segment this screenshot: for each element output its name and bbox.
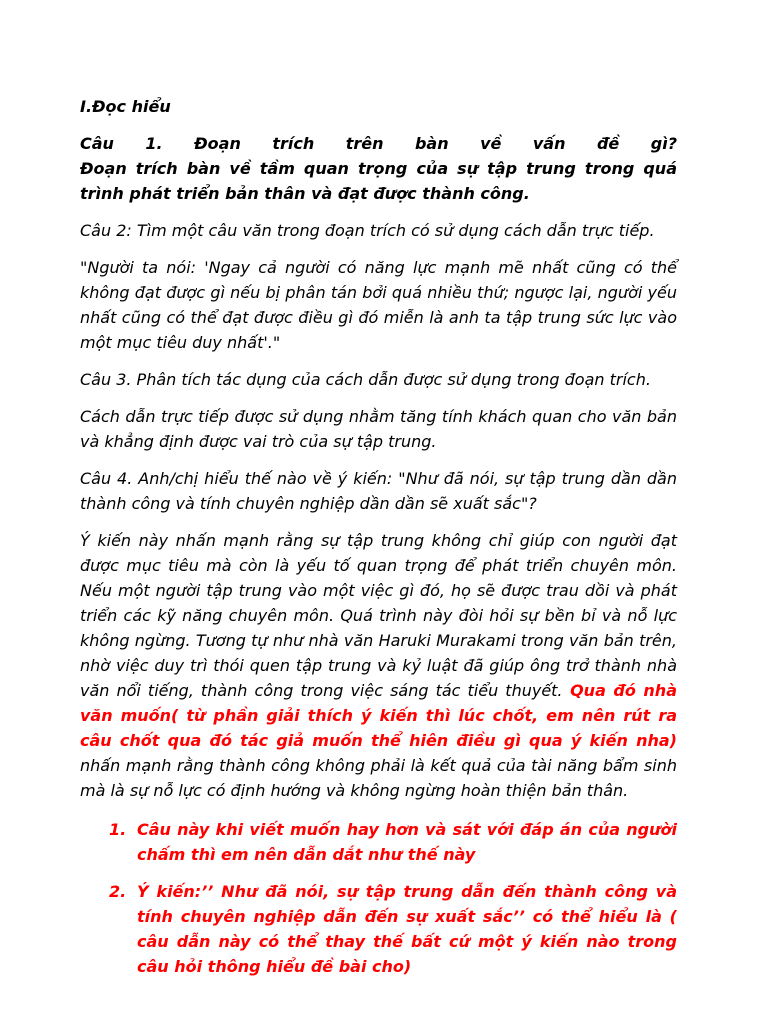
question-2-answer: "Người ta nói: 'Ngay cả người có năng lực mạnh mẽ nhất cũng có thể không đạt được gì nếu bị phân tán bởi quá nhiều thứ; ngược lại, người yếu nhất cũng có thể đạt được điều gì đó miễn là anh ta tập trung sức lực vào một mục tiêu duy nhất'." — [80, 258, 677, 352]
question-4-text: Câu 4. Anh/chị hiểu thế nào về ý kiến: "Như đã nói, sự tập trung dần dần thành công và tính chuyên nghiệp dần dần sẽ xuất sắc"? — [80, 469, 677, 513]
section-title: I.Đọc hiểu — [80, 97, 171, 116]
teacher-notes-list — [80, 817, 677, 979]
question-3-text: Câu 3. Phân tích tác dụng của cách dẫn được sử dụng trong đoạn trích. — [80, 370, 651, 389]
q1-word: 1. — [145, 134, 163, 153]
q1-word: trích — [272, 134, 315, 153]
q1-word: gì? — [650, 134, 677, 153]
q1-word: bàn — [414, 134, 449, 153]
document-page — [80, 94, 677, 991]
q1-word: Câu — [80, 134, 114, 153]
q1-word: trên — [345, 134, 384, 153]
q1-word: Đoạn — [194, 134, 241, 153]
teacher-comment: Qua đó nhà văn muốn( từ phần giải thích ý kiến thì lúc chốt, em nên rút ra câu chốt qua đó tác giả muốn thể hiên điều gì qua ý kiến nha) — [80, 681, 677, 750]
q1-word: vấn — [532, 134, 566, 153]
question-1-answer: Đoạn trích bàn về tầm quan trọng của sự tập trung trong quá trình phát triển bản thân và đạt được thành công. — [80, 159, 677, 203]
list-item — [80, 817, 677, 867]
question-1-text — [80, 131, 677, 156]
question-3-answer: Cách dẫn trực tiếp được sử dụng nhằm tăng tính khách quan cho văn bản và khẳng định được vai trò của sự tập trung. — [80, 407, 677, 451]
q1-word: về — [480, 134, 502, 153]
answer-text-continued: nhấn mạnh rằng thành công không phải là kết quả của tài năng bẩm sinh mà là sự nỗ lực có định hướng và không ngừng hoàn thiện bản thân. — [80, 756, 677, 800]
q1-word: đề — [596, 134, 620, 153]
question-2-text: Câu 2: Tìm một câu văn trong đoạn trích có sử dụng cách dẫn trực tiếp. — [80, 221, 655, 240]
answer-text: Ý kiến này nhấn mạnh rằng sự tập trung không chỉ giúp con người đạt được mục tiêu mà còn là yếu tố quan trọng để phát triển chuyên môn. Nếu một người tập trung vào một việc gì đó, họ sẽ được trau dồi và phát triển các kỹ năng chuyên môn. Quá trình này đòi hỏi sự bền bỉ và nỗ lực không ngừng. Tương tự như nhà văn Haruki Murakami trong văn bản trên, nhờ việc duy trì thói quen tập trung và kỷ luật đã giúp ông trở thành nhà văn nổi tiếng, thành công trong việc sáng tác tiểu thuyết. — [80, 531, 677, 700]
list-number: 2. — [109, 882, 127, 901]
list-number: 1. — [109, 820, 127, 839]
question-1 — [80, 131, 677, 206]
list-item-text: Ý kiến:’’ Như đã nói, sự tập trung dẫn đến thành công và tính chuyên nghiệp dẫn đến sự xuất sắc’’ có thể hiểu là ( câu dẫn này có thể thay thế bất cứ một ý kiến nào trong câu hỏi thông hiểu đề bài cho) — [137, 882, 677, 976]
list-item-text: Câu này khi viết muốn hay hơn và sát với đáp án của người chấm thì em nên dẫn dắt như thế này — [137, 820, 677, 864]
question-4-answer — [80, 528, 677, 803]
list-item — [80, 879, 677, 979]
